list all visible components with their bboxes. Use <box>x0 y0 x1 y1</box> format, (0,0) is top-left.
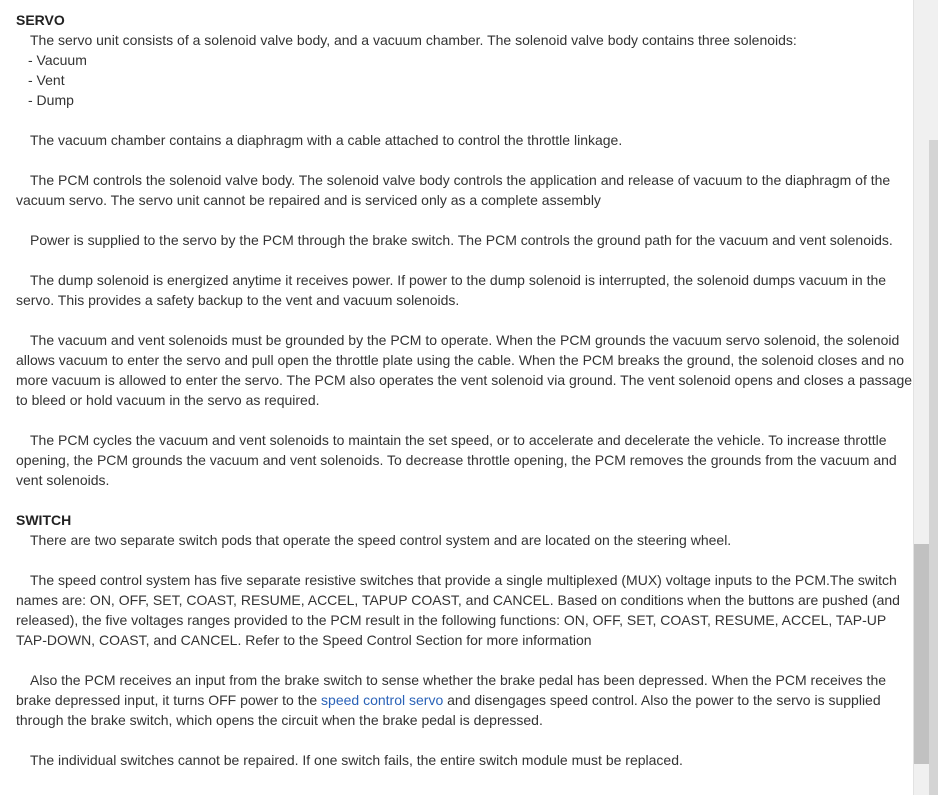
scrollbar-thumb[interactable] <box>914 544 929 764</box>
servo-paragraph: The PCM controls the solenoid valve body. The solenoid valve body controls the application and release of vacuum to the diaphragm of the vacuum servo. The servo unit cannot be repaired and is serviced only as a complete assembly <box>16 172 891 208</box>
solenoid-list-item: - Dump <box>28 92 74 108</box>
solenoid-list-item: - Vacuum <box>28 52 87 68</box>
switch-heading: SWITCH <box>16 512 72 528</box>
switch-paragraph: There are two separate switch pods that operate the speed control system and are located on the steering wheel. <box>30 532 732 548</box>
switch-paragraph: The individual switches cannot be repaired. If one switch fails, the entire switch module must be replaced. <box>30 752 683 768</box>
servo-paragraph: The PCM cycles the vacuum and vent solenoids to maintain the set speed, or to accelerate and decelerate the vehicle. To increase throttle opening, the PCM grounds the vacuum and vent solenoids. To decrease throttle opening, the PCM removes the grounds from the vacuum and vent solenoids. <box>16 432 897 488</box>
outer-scrollbar[interactable] <box>929 140 938 795</box>
servo-paragraph: The vacuum chamber contains a diaphragm with a cable attached to control the throttle linkage. <box>30 132 623 148</box>
servo-paragraph: The vacuum and vent solenoids must be grounded by the PCM to operate. When the PCM grounds the vacuum servo solenoid, the solenoid allows vacuum to enter the servo and pull open the throttle plate using the cable. When the PCM breaks the ground, the solenoid closes and no more vacuum is allowed to enter the servo. The PCM also operates the vent solenoid via ground. The vent solenoid opens and closes a passage to bleed or hold vacuum in the servo as required. <box>16 332 913 408</box>
switch-paragraph <box>16 670 912 730</box>
paragraph-text: Also the PCM receives an input from the brake switch to sense whether the brake pedal has been depressed. When the PCM receives the brake depressed input, it turns OFF power to the <box>16 672 887 708</box>
speed-control-servo-link[interactable]: speed control servo <box>321 692 444 708</box>
servo-intro: The servo unit consists of a solenoid valve body, and a vacuum chamber. The solenoid valve body contains three solenoids: <box>30 32 797 48</box>
paragraph-text: and disengages speed control. Also the power to the servo is supplied through the brake switch, which opens the circuit when the brake pedal is depressed. <box>16 692 881 728</box>
solenoid-list-item: - Vent <box>28 72 65 88</box>
servo-heading: SERVO <box>16 12 65 28</box>
servo-paragraph: Power is supplied to the servo by the PCM through the brake switch. The PCM controls the ground path for the vacuum and vent solenoids. <box>30 232 893 248</box>
servo-paragraph: The dump solenoid is energized anytime it receives power. If power to the dump solenoid is interrupted, the solenoid dumps vacuum in the servo. This provides a safety backup to the vent and vacuum solenoids. <box>16 272 887 308</box>
switch-paragraph: The speed control system has five separate resistive switches that provide a single multiplexed (MUX) voltage inputs to the PCM.The switch names are: ON, OFF, SET, COAST, RESUME, ACCEL, TAPUP COAST, and CANCEL. Based on conditions when the buttons are pushed (and released), the five voltages ranges provided to the PCM result in the following functions: ON, OFF, SET, COAST, RESUME, ACCEL, TAP-UP TAP-DOWN, COAST, and CANCEL. Refer to the Speed Control Section for more information <box>16 572 900 648</box>
document-content <box>16 10 912 770</box>
